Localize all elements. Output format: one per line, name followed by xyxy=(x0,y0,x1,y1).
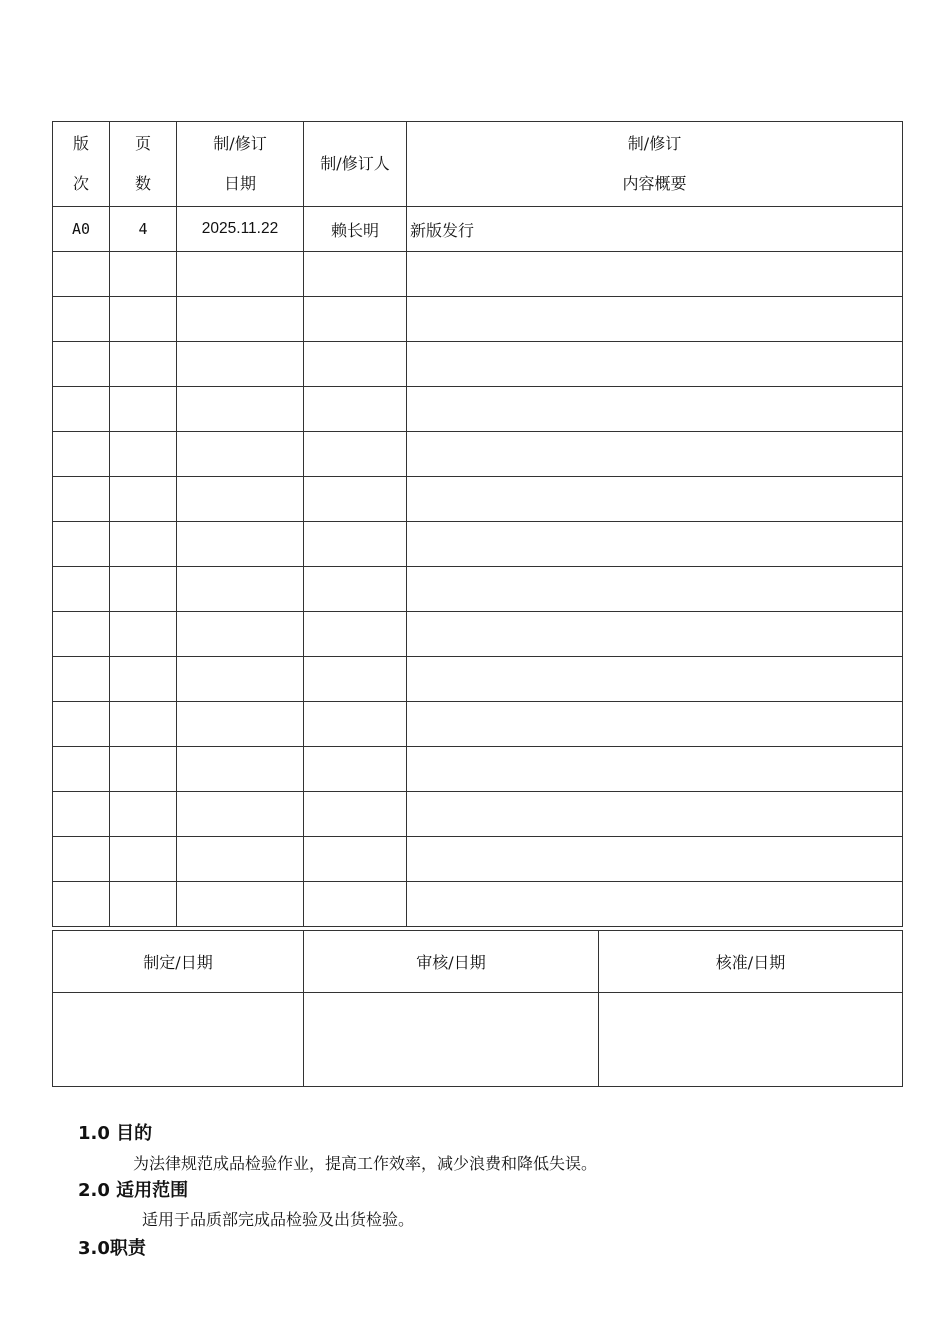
cell-version[interactable] xyxy=(53,252,110,297)
cell-person[interactable] xyxy=(304,387,407,432)
cell-summary[interactable] xyxy=(407,837,903,882)
cell-date[interactable] xyxy=(177,792,304,837)
cell-date[interactable] xyxy=(177,567,304,612)
cell-date[interactable] xyxy=(177,612,304,657)
reviewed-signature-cell[interactable] xyxy=(304,993,599,1087)
cell-person[interactable] xyxy=(304,522,407,567)
cell-person[interactable] xyxy=(304,792,407,837)
cell-summary[interactable] xyxy=(407,882,903,927)
cell-date[interactable] xyxy=(177,477,304,522)
approved-date-label: 核准/日期 xyxy=(599,931,903,993)
cell-person[interactable] xyxy=(304,432,407,477)
cell-person[interactable] xyxy=(304,567,407,612)
table-row xyxy=(53,477,903,522)
cell-pages[interactable] xyxy=(110,702,177,747)
signature-body-row xyxy=(53,993,903,1087)
cell-pages[interactable] xyxy=(110,387,177,432)
table-row xyxy=(53,837,903,882)
section-text-scope: 适用于品质部完成品检验及出货检验。 xyxy=(142,1210,415,1229)
cell-date[interactable] xyxy=(177,882,304,927)
cell-version[interactable] xyxy=(53,657,110,702)
header-person: 制/修订人 xyxy=(304,122,407,207)
table-row xyxy=(53,747,903,792)
cell-version[interactable] xyxy=(53,432,110,477)
cell-person[interactable] xyxy=(304,252,407,297)
cell-pages[interactable] xyxy=(110,612,177,657)
table-header-row xyxy=(53,122,903,207)
section-heading-responsibility: 3.0职责 xyxy=(78,1238,146,1259)
prepared-date-label: 制定/日期 xyxy=(53,931,304,993)
cell-version[interactable] xyxy=(53,612,110,657)
cell-pages[interactable] xyxy=(110,432,177,477)
cell-version[interactable] xyxy=(53,747,110,792)
table-row xyxy=(53,297,903,342)
table-row xyxy=(53,522,903,567)
table-row xyxy=(53,612,903,657)
section-text-purpose: 为法律规范成品检验作业，提高工作效率，减少浪费和降低失误。 xyxy=(133,1154,598,1173)
cell-version: A0 xyxy=(53,207,110,252)
reviewed-date-label: 审核/日期 xyxy=(304,931,599,993)
cell-summary[interactable] xyxy=(407,477,903,522)
cell-version[interactable] xyxy=(53,792,110,837)
table-row xyxy=(53,882,903,927)
cell-pages[interactable] xyxy=(110,522,177,567)
cell-version[interactable] xyxy=(53,702,110,747)
cell-pages[interactable] xyxy=(110,882,177,927)
cell-version[interactable] xyxy=(53,297,110,342)
cell-version[interactable] xyxy=(53,882,110,927)
revision-history-table xyxy=(52,121,903,927)
cell-date[interactable] xyxy=(177,702,304,747)
cell-summary[interactable] xyxy=(407,297,903,342)
signature-header-row xyxy=(53,931,903,993)
section-heading-scope: 2.0 适用范围 xyxy=(78,1180,189,1201)
cell-version[interactable] xyxy=(53,387,110,432)
cell-pages[interactable] xyxy=(110,657,177,702)
table-row xyxy=(53,387,903,432)
cell-pages: 4 xyxy=(110,207,177,252)
cell-date[interactable] xyxy=(177,387,304,432)
cell-version[interactable] xyxy=(53,522,110,567)
cell-summary[interactable] xyxy=(407,387,903,432)
header-summary: 制/修订 内容概要 xyxy=(407,122,903,207)
header-pages: 页 数 xyxy=(110,122,177,207)
cell-person[interactable] xyxy=(304,702,407,747)
cell-pages[interactable] xyxy=(110,342,177,387)
cell-summary[interactable] xyxy=(407,702,903,747)
header-version: 版 次 xyxy=(53,122,110,207)
section-heading-purpose: 1.0 目的 xyxy=(78,1123,153,1144)
cell-summary[interactable] xyxy=(407,252,903,297)
cell-date[interactable] xyxy=(177,522,304,567)
header-date: 制/修订 日期 xyxy=(177,122,304,207)
cell-date[interactable] xyxy=(177,432,304,477)
table-row xyxy=(53,342,903,387)
cell-version[interactable] xyxy=(53,477,110,522)
cell-summary[interactable] xyxy=(407,432,903,477)
table-row xyxy=(53,207,903,252)
cell-summary[interactable] xyxy=(407,612,903,657)
cell-person[interactable] xyxy=(304,747,407,792)
cell-pages[interactable] xyxy=(110,747,177,792)
cell-version[interactable] xyxy=(53,342,110,387)
cell-date[interactable] xyxy=(177,252,304,297)
table-row xyxy=(53,567,903,612)
cell-summary[interactable] xyxy=(407,747,903,792)
approved-signature-cell[interactable] xyxy=(599,993,903,1087)
table-row xyxy=(53,432,903,477)
cell-date[interactable] xyxy=(177,657,304,702)
cell-pages[interactable] xyxy=(110,252,177,297)
cell-summary[interactable] xyxy=(407,567,903,612)
cell-person[interactable] xyxy=(304,612,407,657)
cell-person[interactable] xyxy=(304,657,407,702)
table-row xyxy=(53,792,903,837)
prepared-signature-cell[interactable] xyxy=(53,993,304,1087)
cell-summary: 新版发行 xyxy=(407,207,903,252)
cell-version[interactable] xyxy=(53,567,110,612)
cell-date[interactable] xyxy=(177,837,304,882)
cell-summary[interactable] xyxy=(407,342,903,387)
cell-summary[interactable] xyxy=(407,657,903,702)
cell-date[interactable] xyxy=(177,747,304,792)
cell-person[interactable] xyxy=(304,477,407,522)
cell-date[interactable] xyxy=(177,297,304,342)
cell-pages[interactable] xyxy=(110,837,177,882)
cell-pages[interactable] xyxy=(110,567,177,612)
cell-date[interactable] xyxy=(177,342,304,387)
cell-pages[interactable] xyxy=(110,792,177,837)
cell-person[interactable] xyxy=(304,342,407,387)
cell-person[interactable] xyxy=(304,297,407,342)
table-row xyxy=(53,252,903,297)
cell-summary[interactable] xyxy=(407,522,903,567)
table-row xyxy=(53,702,903,747)
cell-pages[interactable] xyxy=(110,477,177,522)
cell-date: 2025.11.22 xyxy=(177,207,304,252)
signature-table xyxy=(52,930,903,1087)
cell-pages[interactable] xyxy=(110,297,177,342)
cell-person: 赖长明 xyxy=(304,207,407,252)
cell-person[interactable] xyxy=(304,882,407,927)
cell-version[interactable] xyxy=(53,837,110,882)
cell-person[interactable] xyxy=(304,837,407,882)
table-row xyxy=(53,657,903,702)
cell-summary[interactable] xyxy=(407,792,903,837)
